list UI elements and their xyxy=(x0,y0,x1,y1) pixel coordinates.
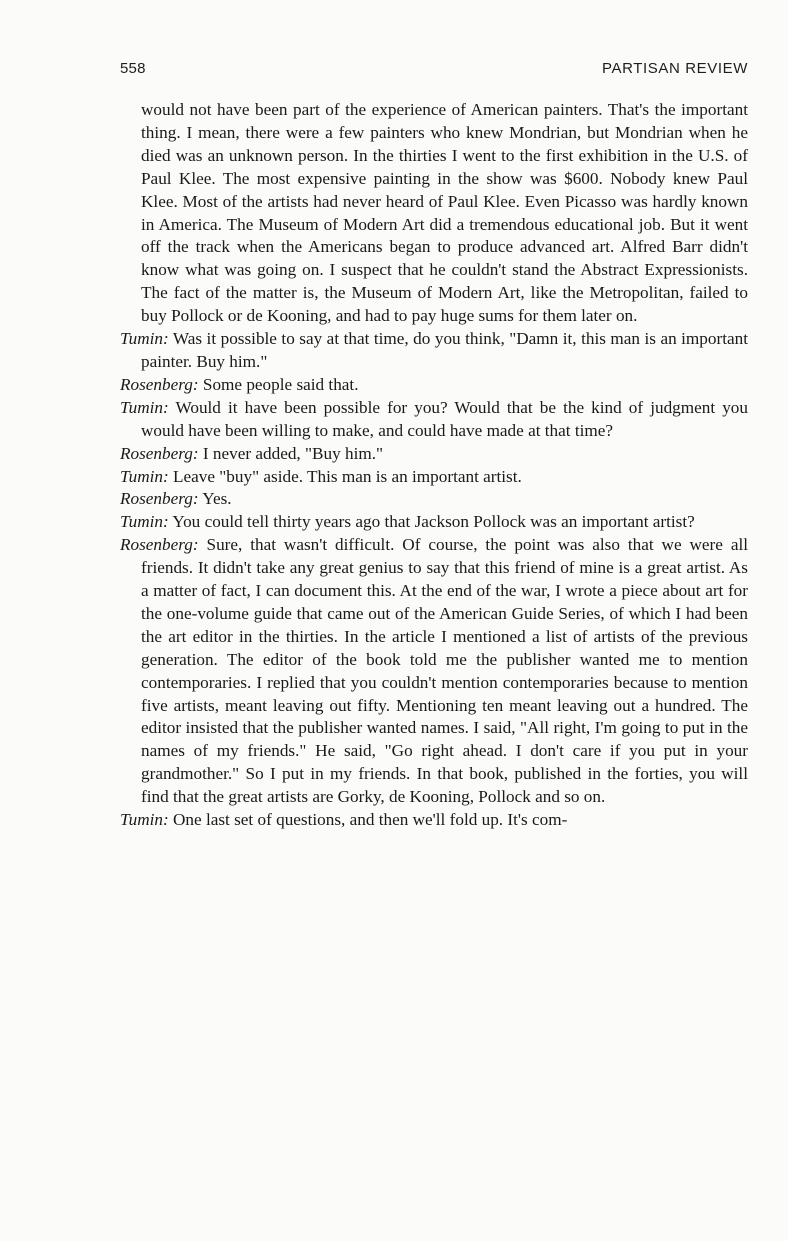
exchange-paragraph xyxy=(120,443,748,466)
journal-title: PARTISAN REVIEW xyxy=(602,60,748,77)
speech-text: Leave "buy" aside. This man is an important artist. xyxy=(173,466,522,486)
exchange-paragraph xyxy=(120,809,748,832)
speech-text: You could tell thirty years ago that Jackson Pollock was an important artist? xyxy=(172,512,695,532)
speaker-label: Tumin: xyxy=(120,466,169,486)
exchange-paragraph xyxy=(120,466,748,489)
speaker-label: Tumin: xyxy=(120,810,169,830)
exchange-paragraph xyxy=(120,534,748,809)
exchange-paragraph xyxy=(120,511,748,534)
speech-text: Sure, that wasn't difficult. Of course, the point was also that we were all friends. It didn't take any great genius to say that this friend of mine is a great artist. As a matter of fact, I can document this. At the end of the war, I wrote a piece about art for the one-volume guide that came out of the American Guide Series, of which I had been the art editor in the thirties. In the article I mentioned a list of artists of the previous generation. The editor of the book told me the publisher wanted me to mention contemporaries. I replied that you couldn't mention contemporaries because to mention five artists, meant leaving out fifty. Mentioning ten meant leaving out a hundred. The editor insisted that the publisher wanted names. I said, "All right, I'm going to put in the names of my friends." He said, "Go right ahead. I don't care if you put in your grandmother." So I put in my friends. In that book, published in the forties, you will find that the great artists are Gorky, de Kooning, Pollock and so on. xyxy=(141,535,748,807)
speech-text: I never added, "Buy him." xyxy=(202,443,384,463)
speech-text: One last set of questions, and then we'll fold up. It's com- xyxy=(173,810,568,830)
exchange-paragraph xyxy=(120,397,748,443)
speech-text: Yes. xyxy=(202,489,232,509)
exchange-paragraph xyxy=(120,374,748,397)
speech-text: Some people said that. xyxy=(202,374,359,394)
speech-text: Would it have been possible for you? Would that be the kind of judgment you would have been willing to make, and could have made at that time? xyxy=(141,397,748,440)
exchange-paragraph xyxy=(120,328,748,374)
page-number: 558 xyxy=(120,60,146,77)
speaker-label: Rosenberg: xyxy=(120,374,199,394)
speaker-label: Rosenberg: xyxy=(120,489,199,509)
body-text xyxy=(120,99,748,832)
speaker-label: Tumin: xyxy=(120,397,169,417)
speaker-label: Rosenberg: xyxy=(120,443,199,463)
speech-text: Was it possible to say at that time, do you think, "Damn it, this man is an important painter. Buy him." xyxy=(141,329,748,371)
running-head xyxy=(120,60,748,82)
speaker-label: Tumin: xyxy=(120,512,169,532)
speaker-label: Rosenberg: xyxy=(120,535,199,555)
speaker-label: Tumin: xyxy=(120,329,169,349)
exchange-paragraph xyxy=(120,488,748,511)
continuation-paragraph: would not have been part of the experience of American painters. That's the important thing. I mean, there were a few painters who knew Mondrian, but Mondrian when he died was an unknown person. In the thirties I went to the first exhibition in the U.S. of Paul Klee. The most expensive painting in the show was $600. Nobody knew Paul Klee. Most of the artists had never heard of Paul Klee. Even Picasso was hardly known in America. The Museum of Modern Art did a tremendous educational job. But it went off the track when the Americans began to produce advanced art. Alfred Barr didn't know what was going on. I suspect that he couldn't stand the Abstract Expressionists. The fact of the matter is, the Museum of Modern Art, like the Metropolitan, failed to buy Pollock or de Kooning, and had to pay huge sums for them later on. xyxy=(141,100,748,326)
